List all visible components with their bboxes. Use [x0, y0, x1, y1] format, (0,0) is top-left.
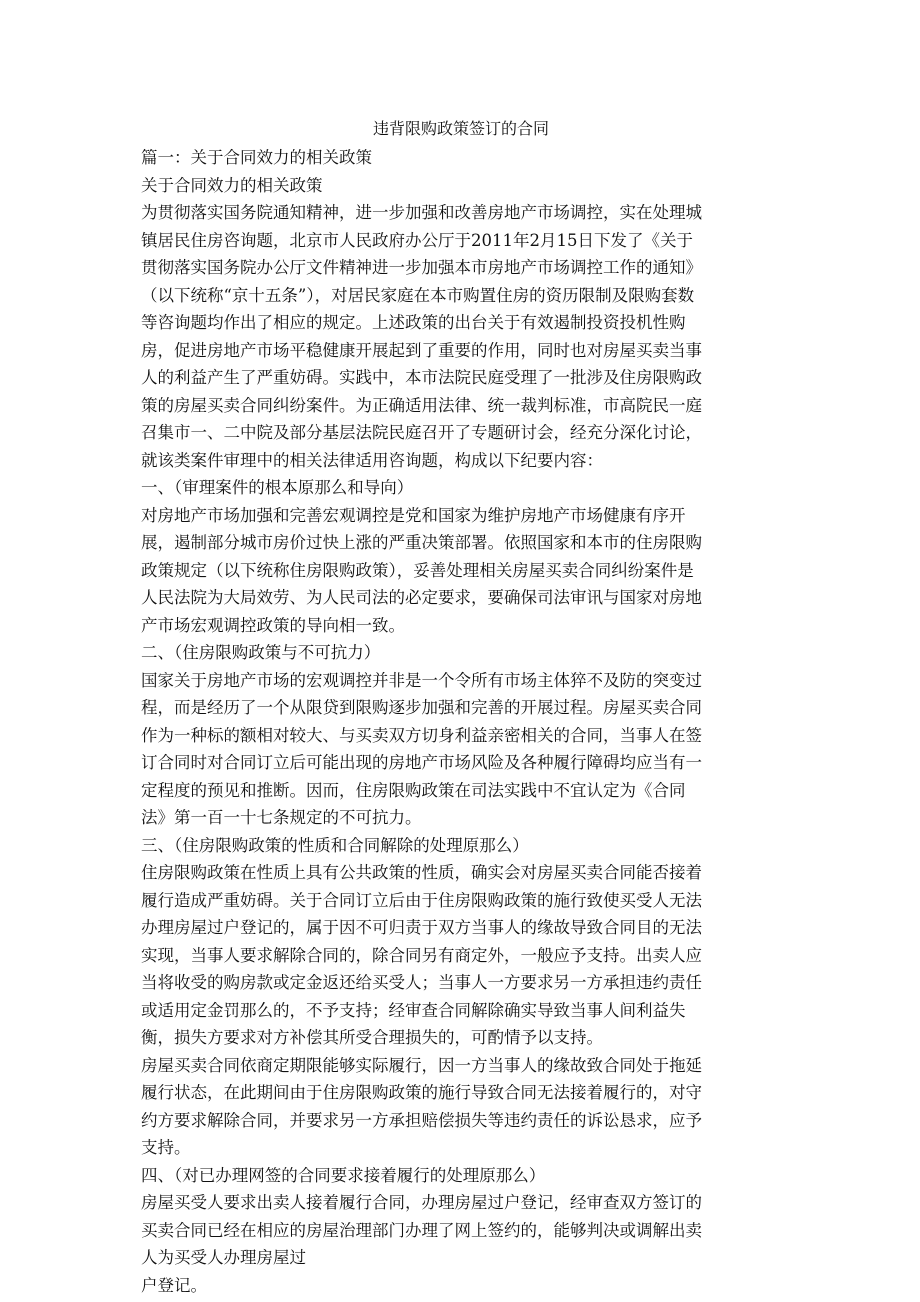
paragraph-line: 人的利益产生了严重妨碍。实践中，本市法院民庭受理了一批涉及住房限购政	[141, 368, 702, 387]
paragraph-line: 买卖合同已经在相应的房屋治理部门办理了网上签约的，能够判决或调解出卖	[141, 1220, 702, 1240]
paragraph-line: 国家关于房地产市场的宏观调控并非是一个令所有市场主体猝不及防的突变过	[141, 670, 702, 690]
document-body	[141, 144, 781, 1299]
paragraph-line: 贯彻落实国务院办公厅文件精神进一步加强本市房地产市场调控工作的通知》	[141, 258, 702, 277]
paragraph-line: 镇居民住房咨询题，北京市人民政府办公厅于2011年2月15日下发了《关于	[141, 230, 693, 250]
paragraph-line: 程，而是经历了一个从限贷到限购逐步加强和完善的开展过程。房屋买卖合同	[141, 698, 702, 717]
paragraph-line: 当将收受的购房款或定金返还给买受人；当事人一方要求另一方承担违约责任	[141, 973, 702, 992]
section-heading: 篇一：关于合同效力的相关政策	[141, 148, 372, 167]
paragraph-line: 为贯彻落实国务院通知精神，进一步加强和改善房地产市场调控，实在处理城	[141, 203, 702, 222]
document-page	[141, 115, 781, 1299]
paragraph-line: 订合同时对合同订立后可能出现的房地产市场风险及各种履行障碍均应当有一	[141, 753, 702, 772]
paragraph-line: 房，促进房地产市场平稳健康开展起到了重要的作用，同时也对房屋买卖当事	[141, 340, 702, 360]
paragraph-line: 展，遏制部分城市房价过快上涨的严重决策部署。依照国家和本市的住房限购	[141, 533, 702, 552]
paragraph-line: 政策规定（以下统称住房限购政策），妥善处理相关房屋买卖合同纠纷案件是	[141, 560, 694, 580]
paragraph-line: 产市场宏观调控政策的导向相一致。	[141, 615, 405, 635]
paragraph-line: 或适用定金罚那么的，不予支持；经审查合同解除确实导致当事人间利益失	[141, 1000, 686, 1020]
paragraph-line: 履行造成严重妨碍。关于合同订立后由于住房限购政策的施行致使买受人无法	[141, 890, 702, 910]
paragraph-line: 房屋买卖合同依商定期限能够实际履行，因一方当事人的缘故致合同处于拖延	[141, 1055, 702, 1075]
paragraph-line: 约方要求解除合同，并要求另一方承担赔偿损失等违约责任的诉讼恳求，应予	[141, 1110, 702, 1130]
paragraph-line: 召集市一、二中院及部分基层法院民庭召开了专题研讨会，经充分深化讨论，	[141, 423, 702, 442]
paragraph-line: 人民法院为大局效劳、为人民司法的必定要求，要确保司法审讯与国家对房地	[141, 588, 702, 607]
paragraph-line: 法》第一百一十七条规定的不可抗力。	[141, 808, 422, 827]
paragraph-line: 人为买受人办理房屋过	[141, 1248, 306, 1267]
paragraph-line: 办理房屋过户登记的，属于因不可归责于双方当事人的缘故导致合同目的无法	[141, 918, 702, 937]
paragraph-line: 房屋买受人要求出卖人接着履行合同，办理房屋过户登记，经审查双方签订的	[141, 1193, 702, 1212]
paragraph-line: （以下统称“京十五条”），对居民家庭在本市购置住房的资历限制及限购套数	[141, 285, 695, 305]
paragraph-line: 住房限购政策在性质上具有公共政策的性质，确实会对房屋买卖合同能否接着	[141, 863, 702, 882]
document-title: 违背限购政策签订的合同	[372, 119, 549, 138]
paragraph-line: 就该类案件审理中的相关法律适用咨询题，构成以下纪要内容：	[141, 450, 603, 470]
section-heading: 一、（审理案件的根本原那么和导向）	[141, 478, 414, 497]
paragraph-line: 户登记。	[141, 1275, 207, 1295]
paragraph-line: 对房地产市场加强和完善宏观调控是党和国家为维护房地产市场健康有序开	[141, 505, 686, 525]
section-heading: 四、（对已办理网签的合同要求接着履行的处理原那么）	[141, 1165, 546, 1185]
section-heading: 三、（住房限购政策的性质和合同解除的处理原那么）	[141, 835, 529, 855]
paragraph-line: 衡，损失方要求对方补偿其所受合理损失的，可酌情予以支持。	[141, 1028, 603, 1047]
paragraph-line: 履行状态，在此期间由于住房限购政策的施行导致合同无法接着履行的，对守	[141, 1083, 702, 1102]
paragraph-line: 作为一种标的额相对较大、与买卖双方切身利益亲密相关的合同，当事人在签	[141, 725, 702, 745]
paragraph-line: 定程度的预见和推断。因而，住房限购政策在司法实践中不宜认定为《合同	[141, 780, 686, 800]
paragraph-line: 策的房屋买卖合同纠纷案件。为正确适用法律、统一裁判标准，市高院民一庭	[141, 395, 702, 415]
section-heading: 二、（住房限购政策与不可抗力）	[141, 643, 381, 662]
paragraph-line: 支持。	[141, 1138, 191, 1157]
subsection-heading: 关于合同效力的相关政策	[141, 175, 323, 195]
paragraph-line: 实现，当事人要求解除合同的，除合同另有商定外，一般应予支持。出卖人应	[141, 945, 702, 965]
paragraph-line: 等咨询题均作出了相应的规定。上述政策的出台关于有效遏制投资投机性购	[141, 313, 686, 332]
